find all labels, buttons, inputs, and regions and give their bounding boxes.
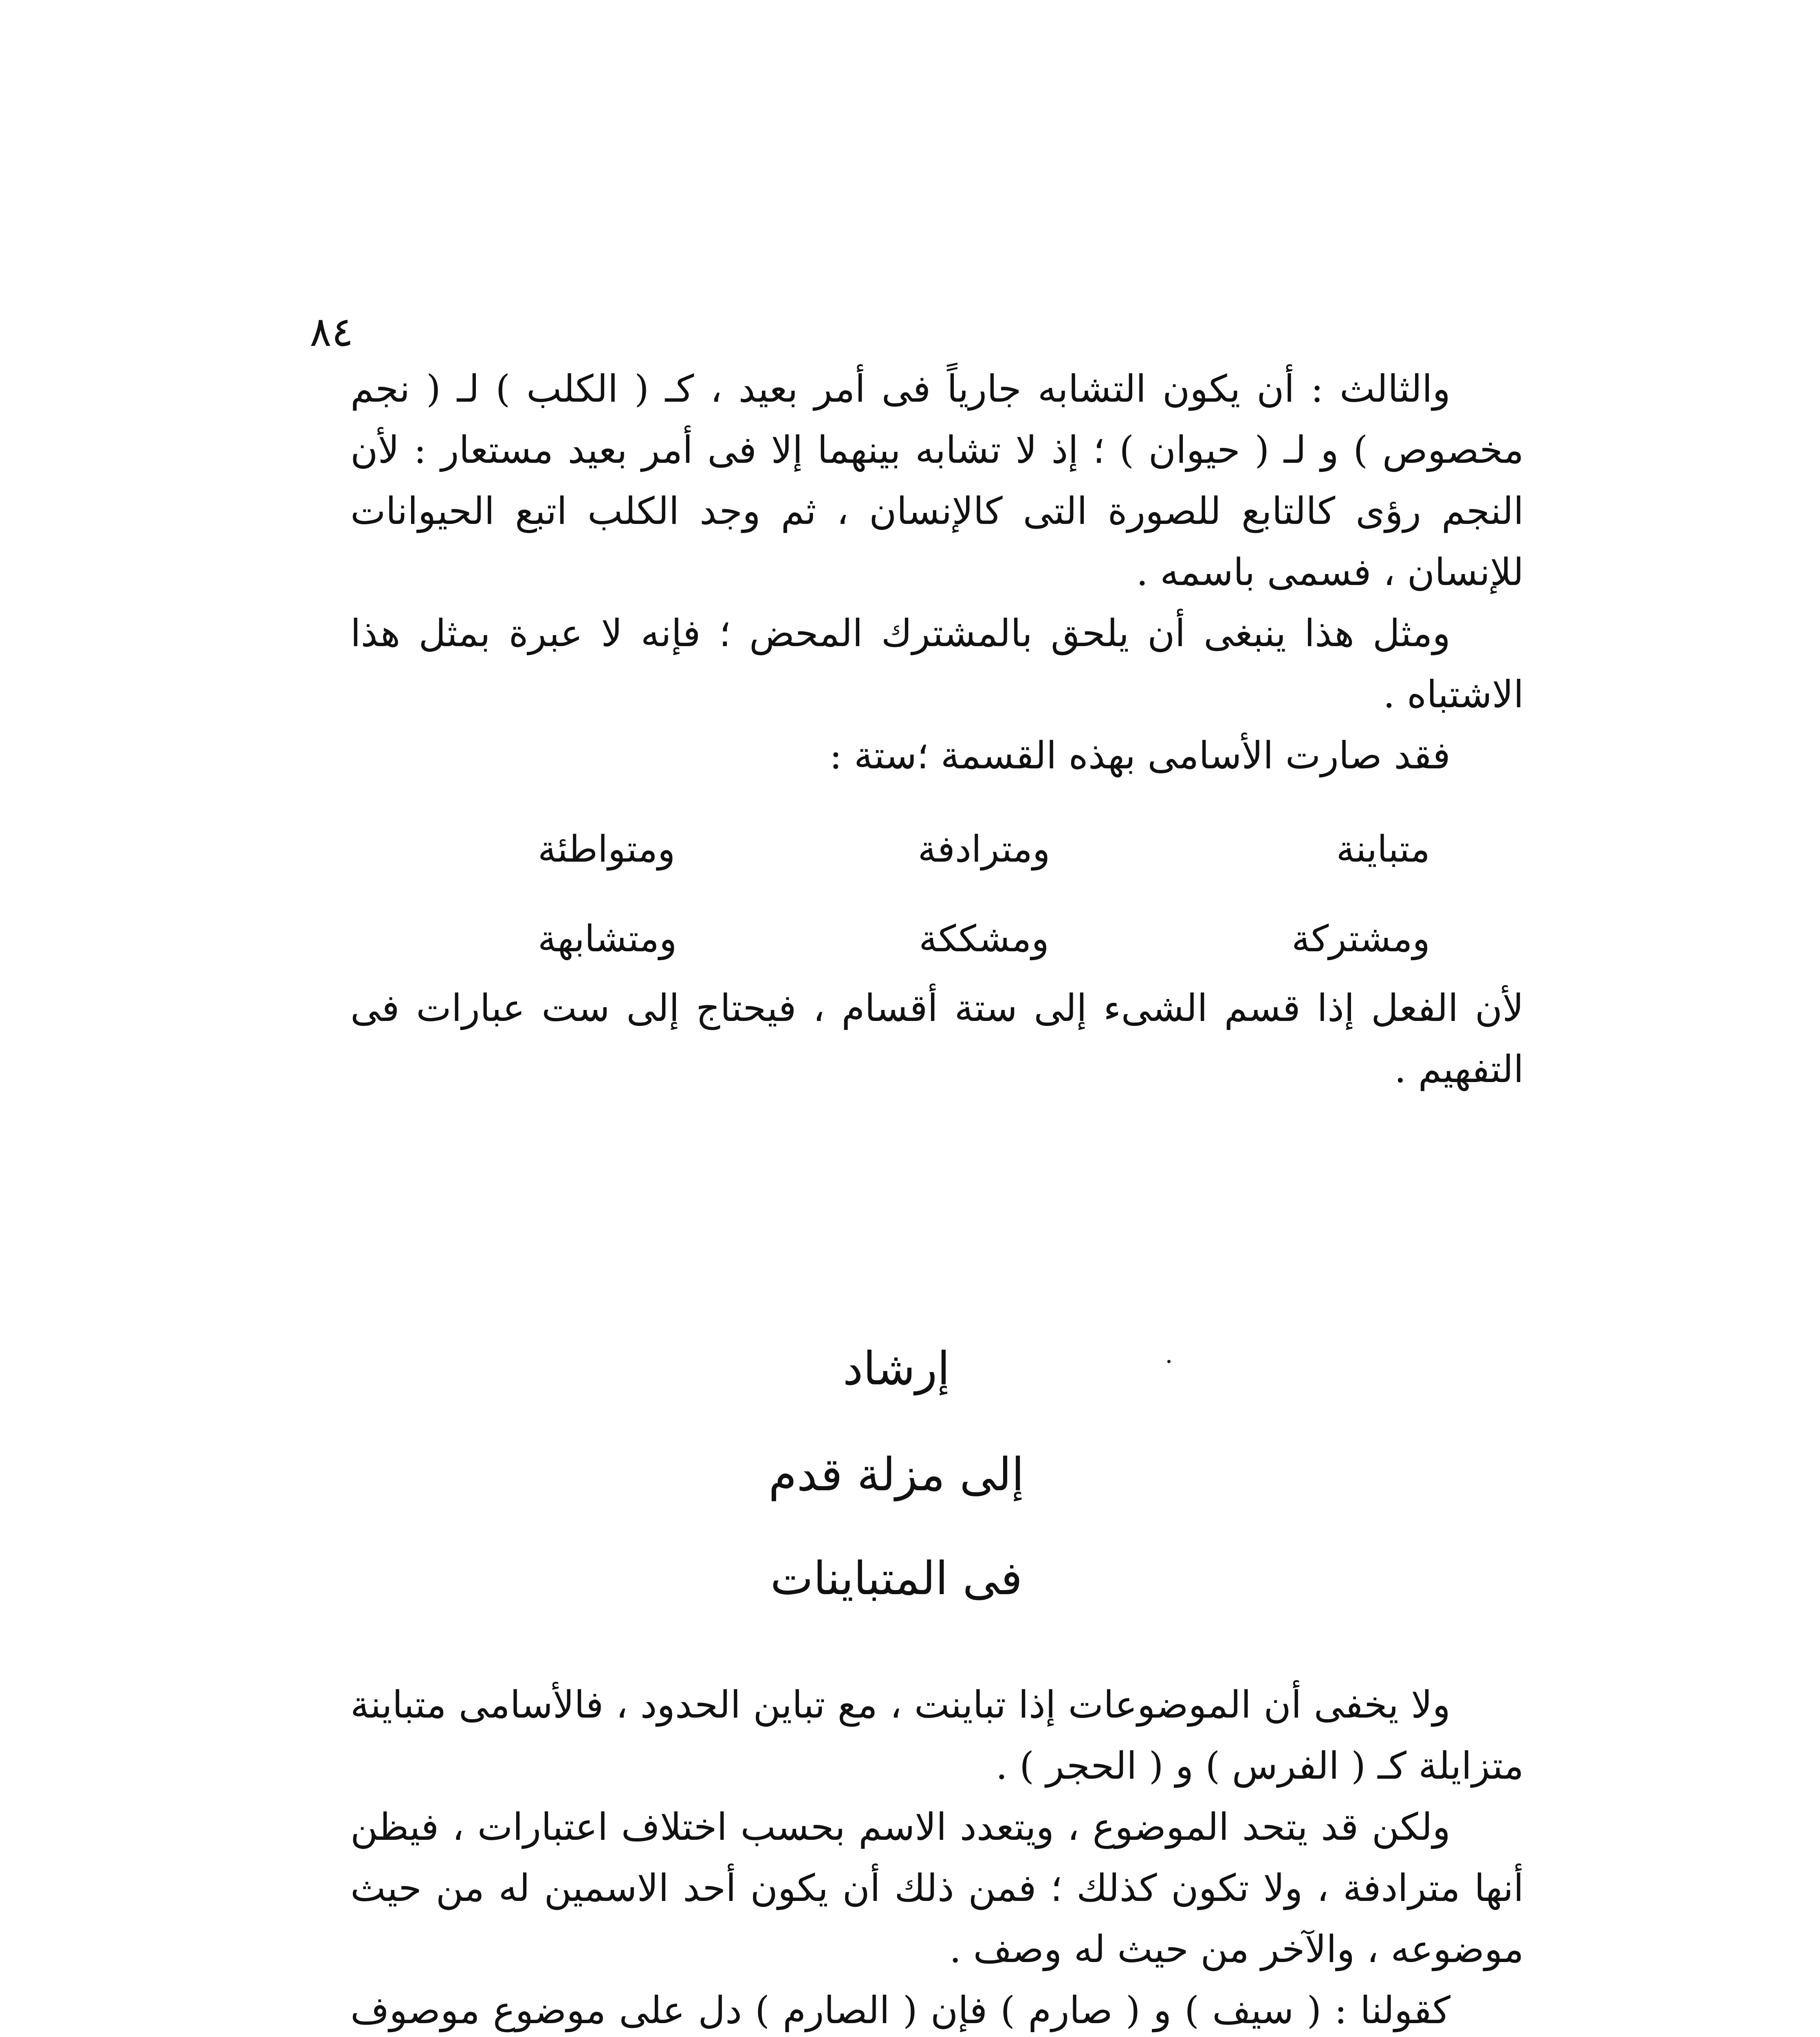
paragraph-same-subject: ولكن قد يتحد الموضوع ، ويتعدد الاسم بحسب اختلاف اعتبارات ، فيظن أنها مترادفة ، ولا تكون كذلك ؛ فمن ذلك أن يكون أحد الاسمين له من حيث موضوعه ، والآخر من حيث له وصف . (350, 1805, 1524, 1971)
paragraph-six-expressions: لأن الفعل إذا قسم الشىء إلى ستة أقسام ، فيحتاج إلى ست عبارات فى التفهيم . (350, 986, 1524, 1091)
paragraph-sword-example: كقولنا : ( سيف ) و ( صارم ) فإن ( الصارم ) دل على موضوع موصوف (350, 1989, 1450, 2032)
top-text-block (350, 359, 1524, 786)
paragraph-distinct-subjects: ولا يخفى أن الموضوعات إذا تباينت ، مع تباين الحدود ، فالأسامى متباينة متزايلة كـ ( الفرس ) و ( الحجر ) . (350, 1683, 1524, 1788)
section-heading-line-2: إلى مزلة قدم (768, 1448, 1024, 1501)
closing-text-block (350, 978, 1524, 1100)
category-cell: ومترادفة (918, 828, 1050, 871)
name-categories-table (538, 819, 1430, 970)
paragraph-six-types-intro: فقد صارت الأسامى بهذه القسمة ؛ستة : (829, 734, 1450, 777)
bottom-text-block (350, 1674, 1524, 2037)
section-heading-line-1: إرشاد (843, 1342, 950, 1395)
page-number: ٨٤ (310, 308, 354, 356)
print-speck (1167, 1360, 1171, 1363)
paragraph-pure-homonym: ومثل هذا ينبغى أن يلحق بالمشترك المحض ؛ فإنه لا عبرة بمثل هذا الاشتباه . (350, 612, 1524, 716)
category-cell: ومتشابهة (538, 917, 677, 960)
category-cell: ومشككة (919, 917, 1049, 960)
category-cell: ومتواطئة (538, 828, 676, 871)
section-heading-line-3: فى المتباينات (770, 1552, 1023, 1605)
category-cell: ومشتركة (1292, 917, 1430, 960)
paragraph-third-case: والثالث : أن يكون التشابه جارياً فى أمر بعيد ، كـ ( الكلب ) لـ ( نجم مخصوص ) و لـ ( حيوان ) ؛ إذ لا تشابه بينهما إلا فى أمر بعيد مستعار : لأن النجم رؤى كالتابع للصورة التى كالإنسان ، ثم وجد الكلب اتبع الحيوانات للإنسان ، فسمى باسمه . (350, 367, 1524, 594)
category-cell: متباينة (1336, 828, 1430, 871)
